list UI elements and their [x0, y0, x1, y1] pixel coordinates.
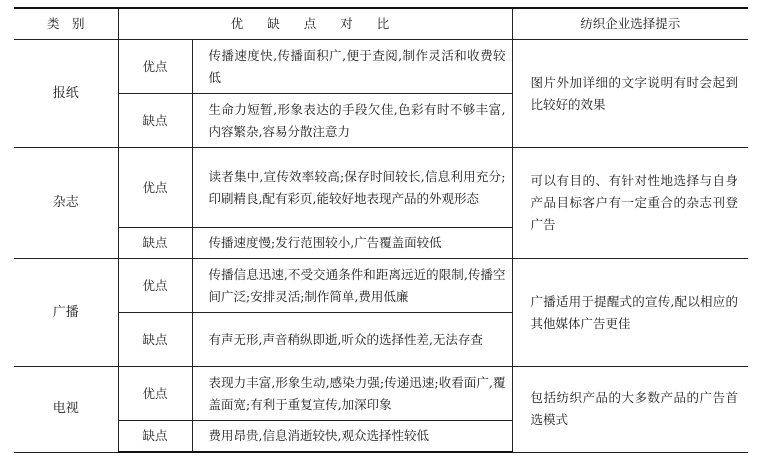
- con-text: 传播速度慢;发行范围较小,广告覆盖面较低: [192, 228, 512, 259]
- table-row: [14, 259, 748, 313]
- con-label: 缺点: [118, 94, 192, 148]
- pro-label: 优点: [118, 367, 192, 421]
- header-comparison: 优 缺 点 对 比: [118, 8, 512, 40]
- hint-cell-tv: 包括纺织产品的大多数产品的广告首选模式: [512, 367, 748, 453]
- con-label: 缺点: [118, 228, 192, 259]
- pro-label: 优点: [118, 40, 192, 94]
- header-category: 类 别: [14, 8, 118, 40]
- category-cell-newspaper: 报纸: [14, 40, 118, 148]
- hint-cell-magazine: 可以有目的、有针对性地选择与自身产品目标客户有一定重合的杂志刊登广告: [512, 148, 748, 259]
- hint-cell-radio: 广播适用于提醒式的宣传,配以相应的其他媒体广告更佳: [512, 259, 748, 367]
- category-cell-magazine: 杂志: [14, 148, 118, 259]
- con-text: 费用昂贵,信息消逝较快,观众选择性较低: [192, 421, 512, 453]
- pro-label: 优点: [118, 148, 192, 228]
- category-cell-radio: 广播: [14, 259, 118, 367]
- con-text: 生命力短暂,形象表达的手段欠佳,色彩有时不够丰富,内容繁杂,容易分散注意力: [192, 94, 512, 148]
- category-cell-tv: 电视: [14, 367, 118, 453]
- header-row: [14, 8, 748, 40]
- media-comparison-table-wrapper: [14, 7, 748, 453]
- header-hint: 纺织企业选择提示: [512, 8, 748, 40]
- pro-text: 传播速度快,传播面积广,便于查阅,制作灵活和收费较低: [192, 40, 512, 94]
- con-label: 缺点: [118, 313, 192, 367]
- table-row: [14, 148, 748, 228]
- con-label: 缺点: [118, 421, 192, 453]
- pro-text: 表现力丰富,形象生动,感染力强;传递迅速;收看面广,覆盖面宽;有利于重复宣传,加深印象: [192, 367, 512, 421]
- pro-text: 读者集中,宣传效率较高;保存时间较长,信息利用充分;印刷精良,配有彩页,能较好地表现产品的外观形态: [192, 148, 512, 228]
- media-comparison-table: [14, 7, 748, 453]
- con-text: 有声无形,声音稍纵即逝,听众的选择性差,无法存查: [192, 313, 512, 367]
- table-row: [14, 40, 748, 94]
- table-row: [14, 367, 748, 421]
- pro-text: 传播信息迅速,不受交通条件和距离远近的限制,传播空间广泛;安排灵活;制作简单,费用低廉: [192, 259, 512, 313]
- hint-cell-newspaper: 图片外加详细的文字说明有时会起到比较好的效果: [512, 40, 748, 148]
- pro-label: 优点: [118, 259, 192, 313]
